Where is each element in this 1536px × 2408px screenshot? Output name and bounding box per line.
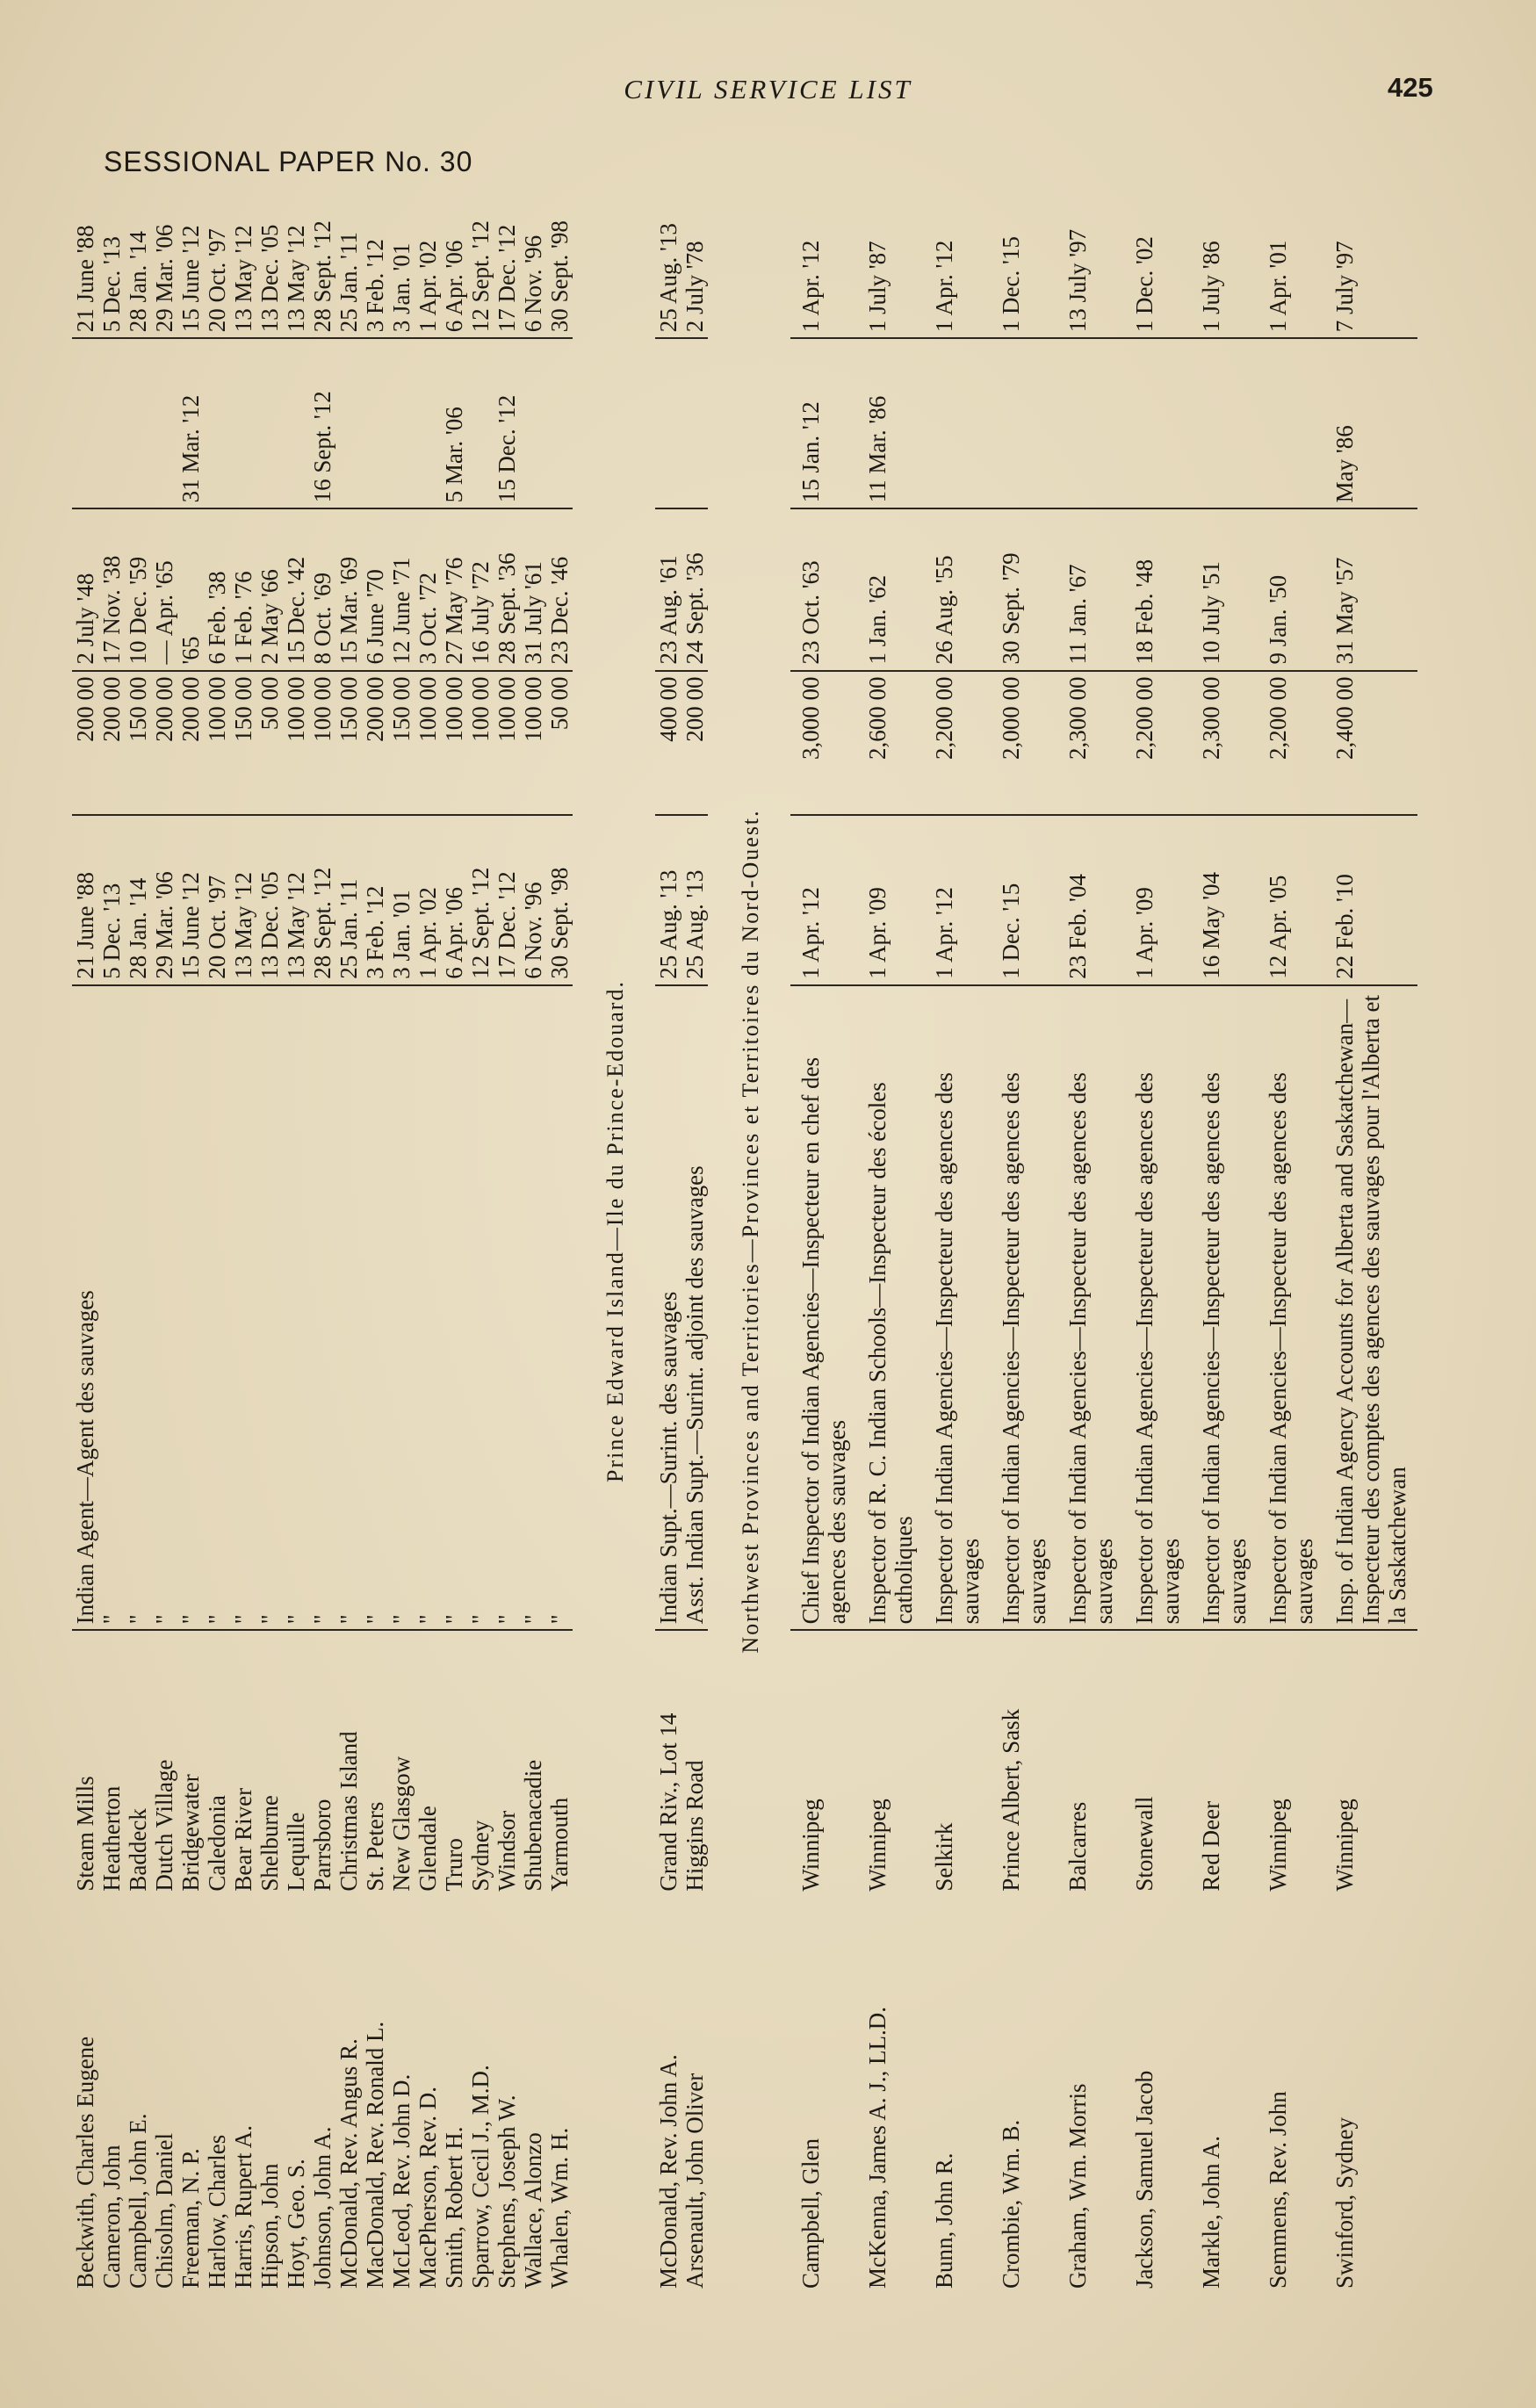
cell-name: Smith, Robert H. — [441, 2126, 467, 2289]
cell-birth: — Apr. '65 — [151, 508, 177, 670]
cell-name: Beckwith, Charles Eugene — [72, 2036, 98, 2289]
cell-name: Johnson, John A. — [309, 2126, 335, 2289]
cell-position: Inspector of Indian Agencies—Inspecteur des agences des sauvages — [924, 985, 991, 1631]
cell-position: " — [230, 985, 256, 1631]
table-row — [309, 169, 335, 2294]
cell-place: Steam Mills — [72, 1630, 98, 1896]
cell-name: Campbell, John E. — [125, 2113, 151, 2289]
cell-place: Heatherton — [98, 1630, 125, 1896]
cell-position: Insp. of Indian Agency Accounts for Alberta and Saskatchewan—Inspecteur des comptes des agences des sauvages pour l'Alberta et la Saskatchewan — [1324, 985, 1417, 1631]
cell-place: Winnipeg — [790, 1630, 857, 1896]
cell-position: Inspector of Indian Agencies—Inspecteur des agences des sauvages — [1124, 985, 1191, 1631]
civil-service-table — [72, 169, 1417, 2294]
cell-birth: 6 June '70 — [362, 508, 388, 670]
cell-place: St. Peters — [362, 1630, 388, 1896]
cell-place: Bridgewater — [177, 1630, 204, 1896]
cell-position: " — [494, 985, 520, 1631]
cell-date1: 30 Sept. '98 — [546, 815, 573, 985]
cell-place: Winnipeg — [1324, 1630, 1417, 1896]
cell-date2: 1 Dec. '02 — [1131, 236, 1157, 333]
section-heading: Prince Edward Island—Ile du Prince-Edouard. — [602, 980, 628, 1482]
cell-salary: 200 00 — [177, 671, 204, 815]
cell-appt — [991, 338, 1057, 508]
cell-appt — [72, 338, 98, 508]
cell-position: " — [177, 985, 204, 1631]
cell-name: MacDonald, Rev. Ronald L. — [362, 2021, 388, 2289]
cell-name: McLeod, Rev. John D. — [388, 2073, 415, 2289]
cell-position: " — [125, 985, 151, 1631]
cell-position: " — [388, 985, 415, 1631]
cell-name: Semmens, Rev. John — [1265, 2091, 1291, 2289]
cell-position: " — [309, 985, 335, 1631]
cell-date2: 3 Jan. '01 — [388, 242, 415, 333]
table-row — [655, 169, 681, 2294]
table-row — [857, 169, 924, 2294]
cell-place: Lequille — [283, 1630, 309, 1896]
cell-birth: 16 July '72 — [467, 508, 494, 670]
cell-name: Bunn, John R. — [931, 2152, 957, 2289]
cell-position: " — [98, 985, 125, 1631]
cell-date1: 15 June '12 — [177, 815, 204, 985]
cell-position: Inspector of Indian Agencies—Inspecteur des agences des sauvages — [1057, 985, 1124, 1631]
cell-salary: 150 00 — [335, 671, 362, 815]
running-title: CIVIL SERVICE LIST — [624, 74, 912, 105]
cell-position: Inspector of Indian Agencies—Inspecteur des agences des sauvages — [991, 985, 1057, 1631]
cell-date1: 12 Sept. '12 — [467, 815, 494, 985]
cell-position: " — [204, 985, 230, 1631]
cell-salary: 2,200 00 — [1258, 671, 1324, 815]
cell-appt — [1057, 338, 1124, 508]
cell-date1: 28 Sept. '12 — [309, 815, 335, 985]
cell-name: Sparrow, Cecil J., M.D. — [467, 2065, 494, 2289]
cell-place: Christmas Island — [335, 1630, 362, 1896]
cell-salary: 100 00 — [309, 671, 335, 815]
cell-name: Swinford, Sydney — [1331, 2117, 1358, 2289]
cell-salary: 2,300 00 — [1057, 671, 1124, 815]
cell-date2: 13 Dec. '05 — [256, 224, 283, 333]
cell-appt — [335, 338, 362, 508]
cell-appt — [520, 338, 546, 508]
cell-position: Indian Agent—Agent des sauvages — [72, 985, 98, 1631]
cell-birth: 12 June '71 — [388, 508, 415, 670]
cell-birth: 2 July '48 — [72, 508, 98, 670]
cell-place: Shubenacadie — [520, 1630, 546, 1896]
cell-position: " — [441, 985, 467, 1631]
cell-salary: 200 00 — [98, 671, 125, 815]
cell-salary: 150 00 — [388, 671, 415, 815]
cell-birth: 24 Sept. '36 — [681, 508, 708, 670]
cell-place: Stonewall — [1124, 1630, 1191, 1896]
table-row — [924, 169, 991, 2294]
cell-name: Jackson, Samuel Jacob — [1131, 2070, 1157, 2289]
section-heading-row — [708, 169, 790, 2294]
cell-date2: 5 Dec. '13 — [98, 236, 125, 333]
cell-salary: 2,300 00 — [1191, 671, 1258, 815]
table-row — [125, 169, 151, 2294]
cell-place: Parrsboro — [309, 1630, 335, 1896]
cell-birth: 1 Jan. '62 — [857, 508, 924, 670]
cell-name: Hipson, John — [256, 2163, 283, 2289]
cell-date1: 3 Jan. '01 — [388, 815, 415, 985]
table-row — [230, 169, 256, 2294]
cell-position: Indian Supt.—Surint. des sauvages — [655, 985, 681, 1631]
cell-salary: 150 00 — [230, 671, 256, 815]
page-number: 425 — [1388, 72, 1433, 103]
cell-salary: 50 00 — [546, 671, 573, 815]
cell-salary: 100 00 — [467, 671, 494, 815]
cell-date1: 25 Aug. '13 — [655, 815, 681, 985]
cell-salary: 100 00 — [520, 671, 546, 815]
cell-name: Freeman, N. P. — [177, 2148, 204, 2289]
cell-salary: 100 00 — [415, 671, 441, 815]
table-row — [283, 169, 309, 2294]
cell-date2: 13 May '12 — [230, 225, 256, 333]
section-heading-row — [573, 169, 655, 2294]
cell-salary: 2,200 00 — [924, 671, 991, 815]
cell-birth: 6 Feb. '38 — [204, 508, 230, 670]
cell-appt — [1124, 338, 1191, 508]
cell-place: Windsor — [494, 1630, 520, 1896]
cell-date2: 29 Mar. '06 — [151, 224, 177, 333]
cell-birth: 9 Jan. '50 — [1258, 508, 1324, 670]
cell-date2: 28 Sept. '12 — [309, 220, 335, 333]
cell-appt: 15 Jan. '12 — [790, 338, 857, 508]
cell-salary: 200 00 — [151, 671, 177, 815]
cell-date1: 25 Aug. '13 — [681, 815, 708, 985]
cell-position: " — [256, 985, 283, 1631]
cell-name: Harlow, Charles — [204, 2134, 230, 2289]
rotated-table-container — [72, 169, 1451, 2294]
cell-date2: 25 Jan. '11 — [335, 232, 362, 333]
cell-name: Harris, Rupert A. — [230, 2125, 256, 2289]
cell-date1: 17 Dec. '12 — [494, 815, 520, 985]
table-row — [441, 169, 467, 2294]
cell-appt — [362, 338, 388, 508]
cell-date2: 1 Apr. '02 — [415, 240, 441, 333]
cell-date1: 28 Jan. '14 — [125, 815, 151, 985]
cell-place: Red Deer — [1191, 1630, 1258, 1896]
cell-date2: 3 Feb. '12 — [362, 239, 388, 333]
cell-place: Dutch Village — [151, 1630, 177, 1896]
table-row — [388, 169, 415, 2294]
table-row — [204, 169, 230, 2294]
cell-salary: 200 00 — [362, 671, 388, 815]
cell-birth: 23 Oct. '63 — [790, 508, 857, 670]
cell-position: Inspector of Indian Agencies—Inspecteur des agences des sauvages — [1258, 985, 1324, 1631]
cell-date2: 1 Apr. '12 — [931, 240, 957, 333]
table-row — [1124, 169, 1191, 2294]
cell-name: McDonald, Rev. John A. — [655, 2054, 681, 2289]
cell-appt — [98, 338, 125, 508]
cell-place: Shelburne — [256, 1630, 283, 1896]
cell-appt — [655, 338, 681, 508]
cell-position: " — [467, 985, 494, 1631]
cell-appt — [1191, 338, 1258, 508]
cell-birth: '65 — [177, 508, 204, 670]
cell-name: Graham, Wm. Morris — [1064, 2083, 1091, 2289]
cell-date2: 30 Sept. '98 — [546, 220, 573, 333]
cell-place: Sydney — [467, 1630, 494, 1896]
table-row — [72, 169, 98, 2294]
cell-date2: 17 Dec. '12 — [494, 224, 520, 333]
cell-date2: 1 Apr. '12 — [797, 240, 824, 333]
table-row — [1057, 169, 1124, 2294]
cell-name: Hoyt, Geo. S. — [283, 2159, 309, 2289]
cell-date1: 20 Oct. '97 — [204, 815, 230, 985]
cell-position: " — [335, 985, 362, 1631]
cell-place: Bear River — [230, 1630, 256, 1896]
cell-birth: 23 Aug. '61 — [655, 508, 681, 670]
cell-date1: 6 Apr. '06 — [441, 815, 467, 985]
cell-date1: 21 June '88 — [72, 815, 98, 985]
cell-birth: 11 Jan. '67 — [1057, 508, 1124, 670]
cell-birth: 1 Feb. '76 — [230, 508, 256, 670]
section-heading: Northwest Provinces and Territories—Provinces et Territoires du Nord-Ouest. — [738, 809, 763, 1654]
cell-position: " — [415, 985, 441, 1631]
table-row — [991, 169, 1057, 2294]
cell-date1: 3 Feb. '12 — [362, 815, 388, 985]
cell-salary: 400 00 — [655, 671, 681, 815]
cell-date1: 12 Apr. '05 — [1258, 815, 1324, 985]
cell-birth: 30 Sept. '79 — [991, 508, 1057, 670]
cell-date2: 6 Apr. '06 — [441, 240, 467, 333]
cell-date2: 1 Dec. '15 — [998, 236, 1024, 333]
cell-position: " — [546, 985, 573, 1631]
cell-name: Stephens, Joseph W. — [494, 2094, 520, 2289]
cell-salary: 2,400 00 — [1324, 671, 1417, 815]
table-row — [494, 169, 520, 2294]
cell-date1: 13 Dec. '05 — [256, 815, 283, 985]
table-row — [256, 169, 283, 2294]
cell-date1: 6 Nov. '96 — [520, 815, 546, 985]
cell-salary: 2,600 00 — [857, 671, 924, 815]
cell-salary: 100 00 — [283, 671, 309, 815]
cell-birth: 10 July '51 — [1191, 508, 1258, 670]
table-row — [520, 169, 546, 2294]
sessional-paper-label: SESSIONAL PAPER No. 30 — [104, 146, 473, 177]
cell-place: New Glasgow — [388, 1630, 415, 1896]
table-row — [790, 169, 857, 2294]
cell-birth: 15 Dec. '42 — [283, 508, 309, 670]
table-row — [335, 169, 362, 2294]
cell-date2: 13 July '97 — [1064, 228, 1091, 333]
cell-place: Selkirk — [924, 1630, 991, 1896]
cell-appt — [204, 338, 230, 508]
cell-appt — [1258, 338, 1324, 508]
table-row — [415, 169, 441, 2294]
cell-date2: 25 Aug. '13 — [655, 223, 681, 333]
cell-place: Winnipeg — [1258, 1630, 1324, 1896]
cell-birth: 26 Aug. '55 — [924, 508, 991, 670]
cell-birth: 27 May '76 — [441, 508, 467, 670]
cell-date1: 29 Mar. '06 — [151, 815, 177, 985]
table-row — [467, 169, 494, 2294]
cell-place: Balcarres — [1057, 1630, 1124, 1896]
cell-appt — [467, 338, 494, 508]
cell-appt — [546, 338, 573, 508]
cell-name: Wallace, Alonzo — [520, 2132, 546, 2289]
cell-salary: 100 00 — [494, 671, 520, 815]
cell-date2: 1 Apr. '01 — [1265, 240, 1291, 333]
cell-date1: 5 Dec. '13 — [98, 815, 125, 985]
cell-birth: 28 Sept. '36 — [494, 508, 520, 670]
cell-appt: May '86 — [1324, 338, 1417, 508]
cell-date2: 6 Nov. '96 — [520, 234, 546, 333]
cell-appt — [151, 338, 177, 508]
cell-date1: 1 Dec. '15 — [991, 815, 1057, 985]
cell-appt — [125, 338, 151, 508]
table-body — [72, 169, 1417, 2294]
cell-date2: 2 July '78 — [681, 241, 708, 333]
cell-date1: 25 Jan. '11 — [335, 815, 362, 985]
cell-appt — [388, 338, 415, 508]
cell-name: Campbell, Glen — [797, 2138, 824, 2289]
cell-salary: 200 00 — [681, 671, 708, 815]
cell-position: Inspector of Indian Agencies—Inspecteur des agences des sauvages — [1191, 985, 1258, 1631]
cell-name: McDonald, Rev. Angus R. — [335, 2038, 362, 2289]
cell-position: Inspector of R. C. Indian Schools—Inspecteur des écoles catholiques — [857, 985, 924, 1631]
cell-place: Yarmouth — [546, 1630, 573, 1896]
cell-name: Crombie, Wm. B. — [998, 2119, 1024, 2289]
cell-date1: 22 Feb. '10 — [1324, 815, 1417, 985]
cell-birth: 2 May '66 — [256, 508, 283, 670]
cell-position: Chief Inspector of Indian Agencies—Inspecteur en chef des agences des sauvages — [790, 985, 857, 1631]
cell-name: Chisolm, Daniel — [151, 2133, 177, 2289]
cell-salary: 100 00 — [441, 671, 467, 815]
cell-birth: 15 Mar. '69 — [335, 508, 362, 670]
table-row — [362, 169, 388, 2294]
cell-name: Markle, John A. — [1198, 2136, 1224, 2289]
cell-date1: 1 Apr. '09 — [857, 815, 924, 985]
cell-date1: 1 Apr. '09 — [1124, 815, 1191, 985]
cell-date1: 13 May '12 — [230, 815, 256, 985]
cell-place: Higgins Road — [681, 1630, 708, 1896]
cell-birth: 31 July '61 — [520, 508, 546, 670]
cell-position: " — [151, 985, 177, 1631]
cell-appt: 5 Mar. '06 — [441, 338, 467, 508]
cell-birth: 8 Oct. '69 — [309, 508, 335, 670]
cell-place: Winnipeg — [857, 1630, 924, 1896]
cell-salary: 150 00 — [125, 671, 151, 815]
table-row — [681, 169, 708, 2294]
cell-date1: 1 Apr. '12 — [924, 815, 991, 985]
cell-salary: 2,000 00 — [991, 671, 1057, 815]
table-row — [1324, 169, 1417, 2294]
cell-date1: 23 Feb. '04 — [1057, 815, 1124, 985]
cell-name: Cameron, John — [98, 2145, 125, 2289]
table-row — [1258, 169, 1324, 2294]
cell-birth: 10 Dec. '59 — [125, 508, 151, 670]
cell-appt: 11 Mar. '86 — [857, 338, 924, 508]
table-row — [1191, 169, 1258, 2294]
cell-position: " — [520, 985, 546, 1631]
cell-birth: 18 Feb. '48 — [1124, 508, 1191, 670]
table-row — [177, 169, 204, 2294]
cell-date2: 7 July '97 — [1331, 241, 1358, 333]
cell-date2: 21 June '88 — [72, 225, 98, 333]
cell-name: MacPherson, Rev. D. — [415, 2087, 441, 2289]
cell-date1: 1 Apr. '12 — [790, 815, 857, 985]
cell-appt: 31 Mar. '12 — [177, 338, 204, 508]
cell-appt — [681, 338, 708, 508]
cell-appt — [924, 338, 991, 508]
cell-name: Arsenault, John Oliver — [681, 2073, 708, 2289]
cell-appt — [230, 338, 256, 508]
table-row — [98, 169, 125, 2294]
cell-date1: 13 May '12 — [283, 815, 309, 985]
cell-date2: 1 July '87 — [864, 241, 891, 333]
cell-appt: 15 Dec. '12 — [494, 338, 520, 508]
cell-name: Whalen, Wm. H. — [546, 2127, 573, 2289]
cell-birth: 23 Dec. '46 — [546, 508, 573, 670]
cell-position: " — [362, 985, 388, 1631]
cell-appt — [415, 338, 441, 508]
cell-appt: 16 Sept. '12 — [309, 338, 335, 508]
cell-birth: 31 May '57 — [1324, 508, 1417, 670]
table-row — [546, 169, 573, 2294]
table-row — [151, 169, 177, 2294]
cell-salary: 2,200 00 — [1124, 671, 1191, 815]
cell-place: Prince Albert, Sask — [991, 1630, 1057, 1896]
cell-appt — [256, 338, 283, 508]
cell-position: Asst. Indian Supt.—Surint. adjoint des sauvages — [681, 985, 708, 1631]
cell-date1: 1 Apr. '02 — [415, 815, 441, 985]
cell-position: " — [283, 985, 309, 1631]
cell-date2: 28 Jan. '14 — [125, 231, 151, 333]
cell-place: Glendale — [415, 1630, 441, 1896]
cell-salary: 3,000 00 — [790, 671, 857, 815]
cell-place: Baddeck — [125, 1630, 151, 1896]
cell-place: Grand Riv., Lot 14 — [655, 1630, 681, 1896]
cell-appt — [283, 338, 309, 508]
cell-place: Truro — [441, 1630, 467, 1896]
cell-date2: 1 July '86 — [1198, 241, 1224, 333]
cell-name: McKenna, James A. J., LL.D. — [864, 2007, 891, 2289]
cell-date2: 12 Sept. '12 — [467, 220, 494, 333]
cell-salary: 50 00 — [256, 671, 283, 815]
cell-salary: 100 00 — [204, 671, 230, 815]
cell-date2: 15 June '12 — [177, 225, 204, 333]
cell-date2: 20 Oct. '97 — [204, 228, 230, 333]
cell-birth: 3 Oct. '72 — [415, 508, 441, 670]
cell-salary: 200 00 — [72, 671, 98, 815]
cell-date1: 16 May '04 — [1191, 815, 1258, 985]
cell-place: Caledonia — [204, 1630, 230, 1896]
cell-birth: 17 Nov. '38 — [98, 508, 125, 670]
cell-date2: 13 May '12 — [283, 225, 309, 333]
